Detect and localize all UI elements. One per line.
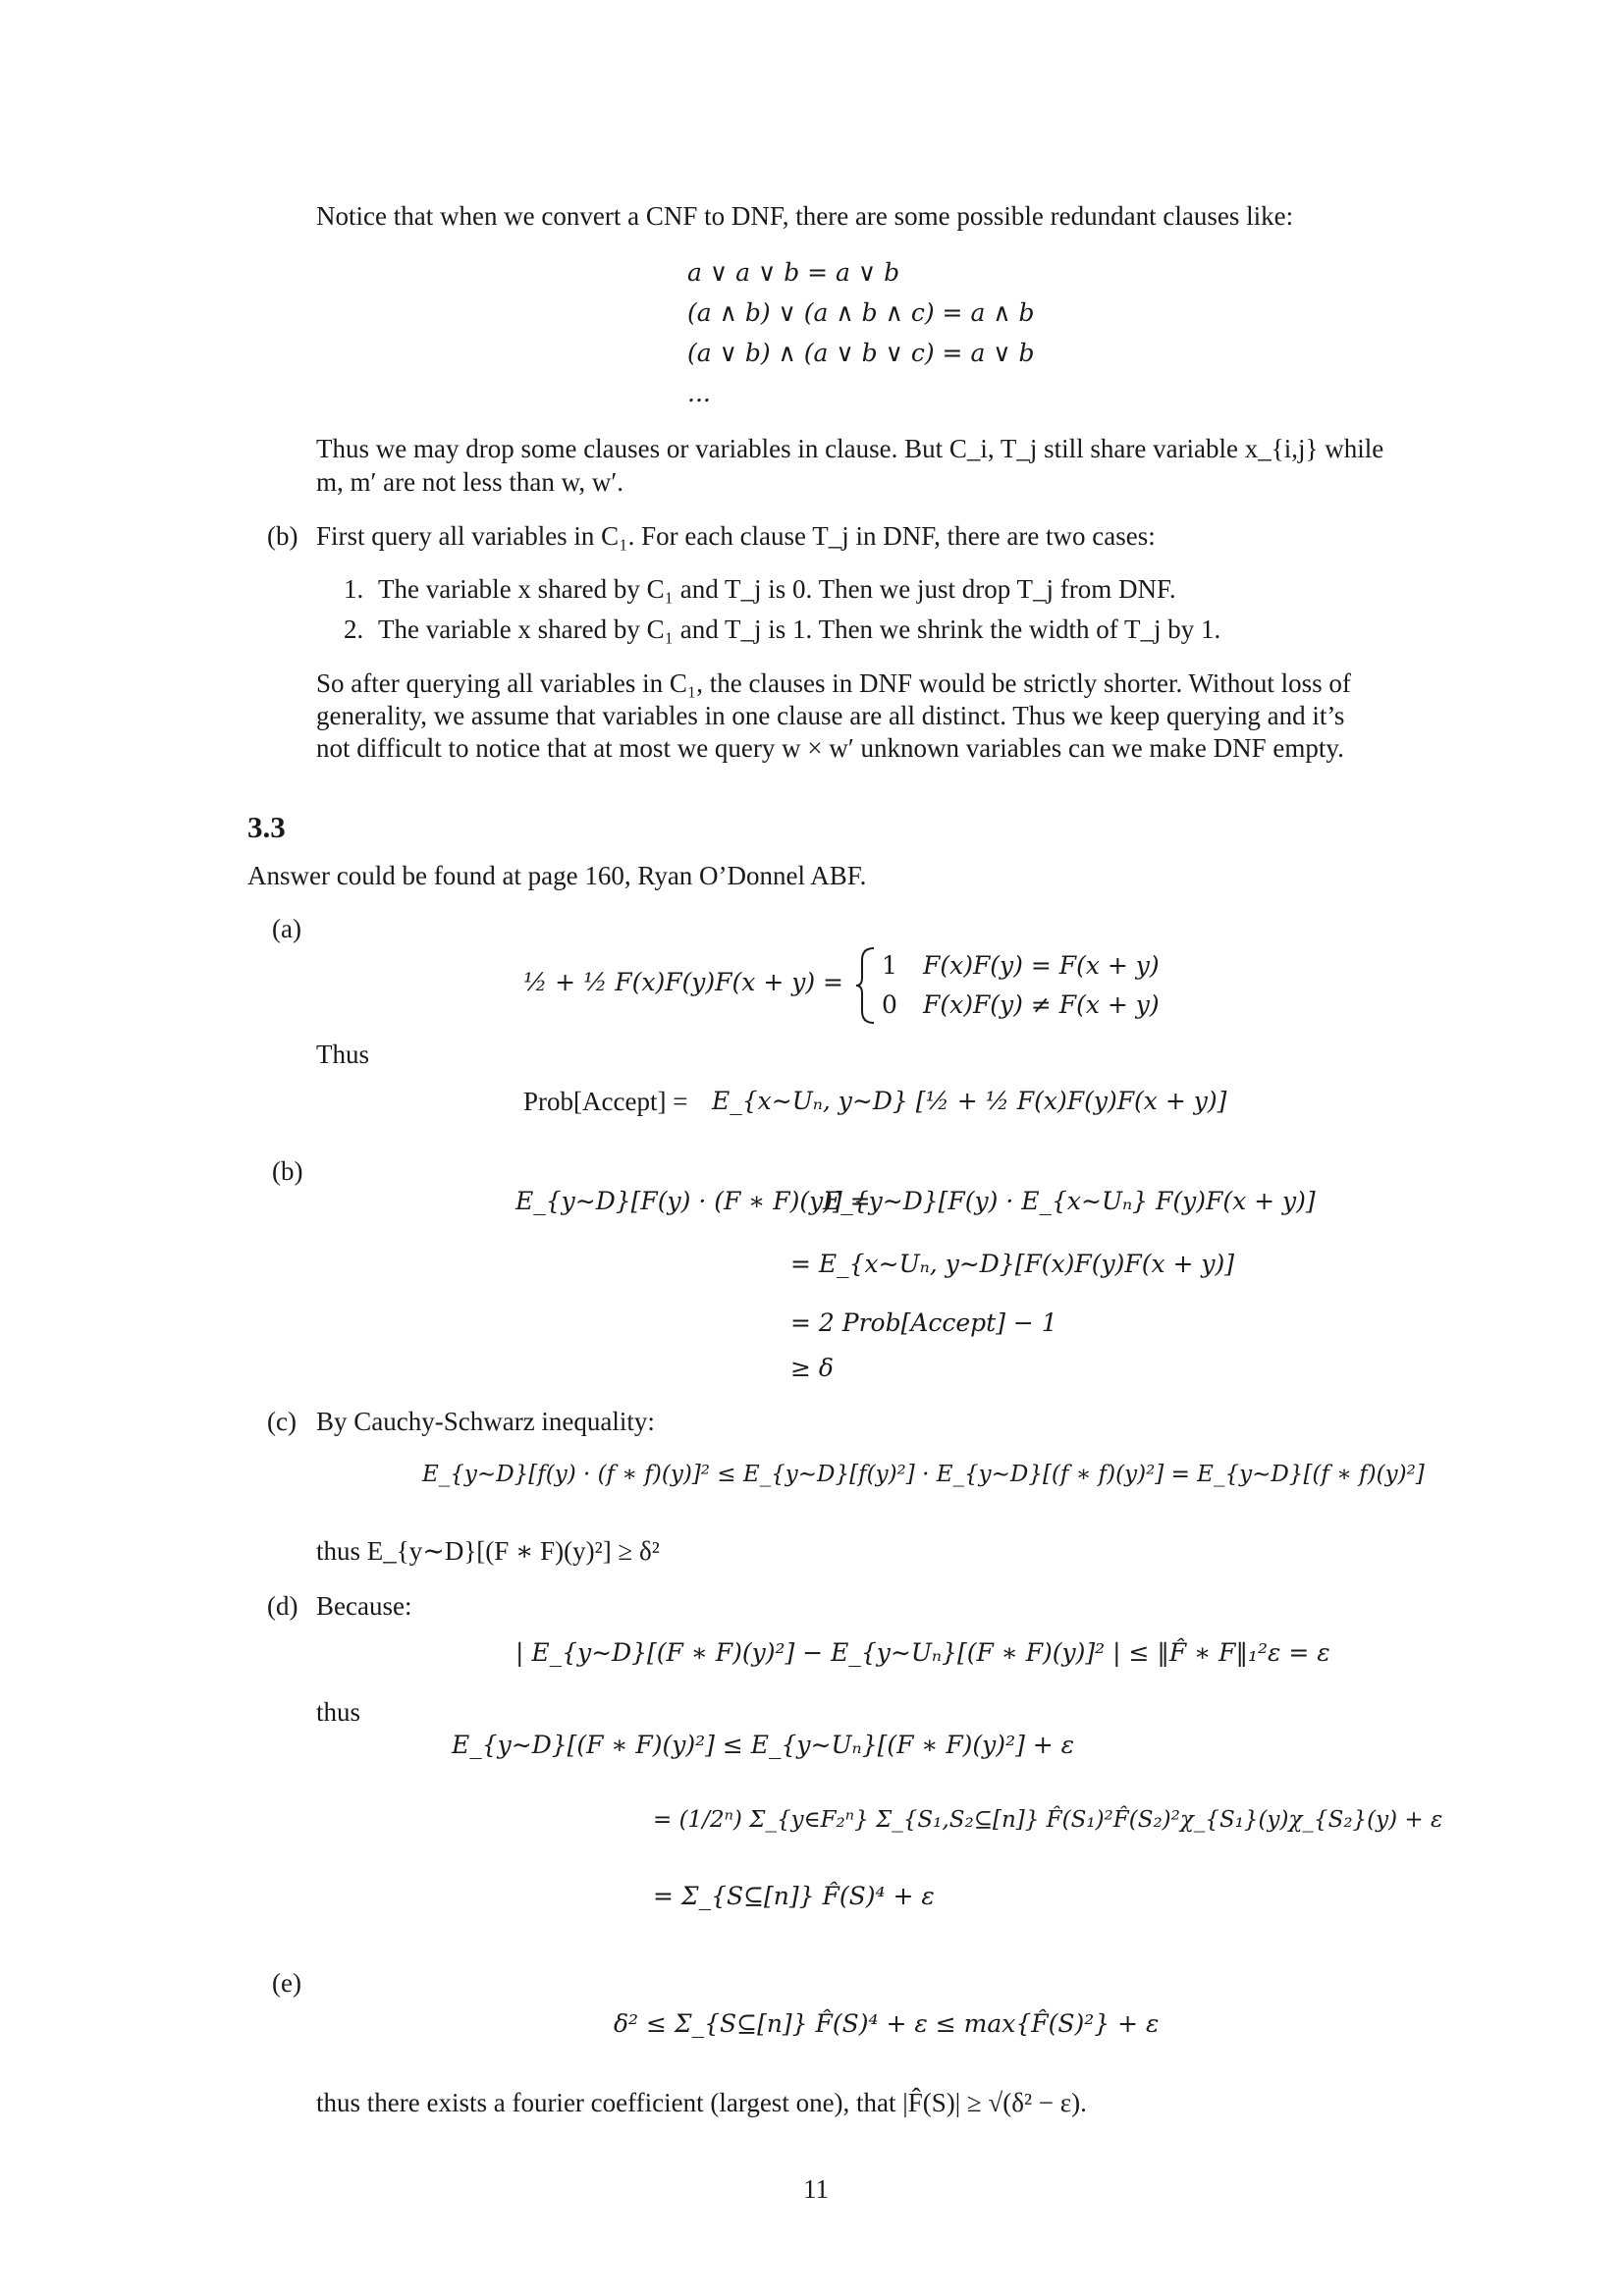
expectation-line-2: = E_{x∼Uₙ, y∼D}[F(x)F(y)F(x + y)] [790,1250,1235,1278]
thus-line-1: Thus we may drop some clauses or variables in clause. But C_i, T_j still share variable x_{i,j} while [316,434,1384,463]
expectation-line-1-lhs: E_{y∼D}[F(y) · (F ∗ F)(y)] = [515,1187,871,1215]
cases-brace [854,944,880,1027]
part-d-thus: thus [316,1697,361,1727]
equation-ellipsis: ... [687,379,711,407]
prob-accept-lhs: Prob[Accept] = [523,1087,688,1116]
expectation-line-3: = 2 Prob[Accept] − 1 [790,1308,1057,1337]
case-0-value: 0 [882,990,897,1019]
case-2-text: The variable x shared by C₁ and T_j is 1. Then we shrink the width of T_j by 1. [378,614,1221,644]
case-0-condition: F(x)F(y) ≠ F(x + y) [923,990,1160,1019]
prob-accept-rhs: E_{x∼Uₙ, y∼D} [½ + ½ F(x)F(y)F(x + y)] [712,1087,1227,1115]
notice-text: Notice that when we convert a CNF to DNF, there are some possible redundant clauses like: [316,201,1294,231]
so-line-2: generality, we assume that variables in one clause are all distinct. Thus we keep querying and it’s [316,701,1345,730]
part-a-thus: Thus [316,1040,369,1069]
equation-2: (a ∧ b) ∨ (a ∧ b ∧ c) = a ∧ b [687,298,1035,327]
part-d-line-2: = (1/2ⁿ) Σ_{y∈F₂ⁿ} Σ_{S₁,S₂⊆[n]} F̂(S₁)²F̂(S₂)²χ_{S₁}(y)χ_{S₂}(y) + ε [653,1807,1443,1833]
case-1-number: 1. [344,574,364,604]
part-a-label: (a) [272,914,301,943]
case-1-value: 1 [882,951,897,980]
section-heading: 3.3 [247,810,286,844]
case-1-text: The variable x shared by C₁ and T_j is 0. Then we just drop T_j from DNF. [378,574,1176,604]
part-e-label: (e) [272,1968,301,1998]
equation-1: a ∨ a ∨ b = a ∨ b [687,258,900,287]
part-d-equation: | E_{y∼D}[(F ∗ F)(y)²] − E_{y∼Uₙ}[(F ∗ F)(y)]² | ≤ ‖F̂ ∗ F‖₁²ε = ε [515,1638,1330,1667]
part-e-text: thus there exists a fourier coefficient (largest one), that |F̂(S)| ≥ √(δ² − ε). [316,2088,1087,2117]
answer-text: Answer could be found at page 160, Ryan O’Donnel ABF. [247,861,867,890]
page-number: 11 [803,2174,829,2204]
part-b-label: (b) [267,521,298,551]
part-c-text: By Cauchy-Schwarz inequality: [316,1407,655,1436]
part-a-lhs: ½ + ½ F(x)F(y)F(x + y) = [523,968,843,996]
thus-line-2: m, m′ are not less than w, w′. [316,467,624,497]
equation-3: (a ∨ b) ∧ (a ∨ b ∨ c) = a ∨ b [687,339,1035,367]
part-d-label: (d) [267,1591,298,1621]
part-c-thus: thus E_{y∼D}[(F ∗ F)(y)²] ≥ δ² [316,1536,660,1566]
so-line-1: So after querying all variables in C₁, the clauses in DNF would be strictly shorter. Without loss of [316,668,1351,698]
part-d-line-3: = Σ_{S⊆[n]} F̂(S)⁴ + ε [653,1882,935,1910]
case-1-condition: F(x)F(y) = F(x + y) [923,951,1160,980]
expectation-line-4: ≥ δ [790,1354,834,1382]
case-2-number: 2. [344,614,364,644]
so-line-3: not difficult to notice that at most we query w × w′ unknown variables can we make DNF empty. [316,733,1344,763]
part-c-label: (c) [267,1407,297,1436]
cauchy-schwarz-equation: E_{y∼D}[f(y) · (f ∗ f)(y)]² ≤ E_{y∼D}[f(y)²] · E_{y∼D}[(f ∗ f)(y)²] = E_{y∼D}[(f ∗ f)(y)²] [422,1462,1425,1487]
part-e-equation: δ² ≤ Σ_{S⊆[n]} F̂(S)⁴ + ε ≤ max{F̂(S)²} + ε [614,2009,1160,2038]
part-d-text: Because: [316,1591,412,1621]
expectation-line-1-rhs: E_{y∼D}[F(y) · E_{x∼Uₙ} F(y)F(x + y)] [823,1187,1316,1215]
part-b2-label: (b) [272,1156,303,1186]
part-b-text: First query all variables in C₁. For each clause T_j in DNF, there are two cases: [316,521,1156,551]
part-d-line-1: E_{y∼D}[(F ∗ F)(y)²] ≤ E_{y∼Uₙ}[(F ∗ F)(y)²] + ε [452,1731,1075,1759]
